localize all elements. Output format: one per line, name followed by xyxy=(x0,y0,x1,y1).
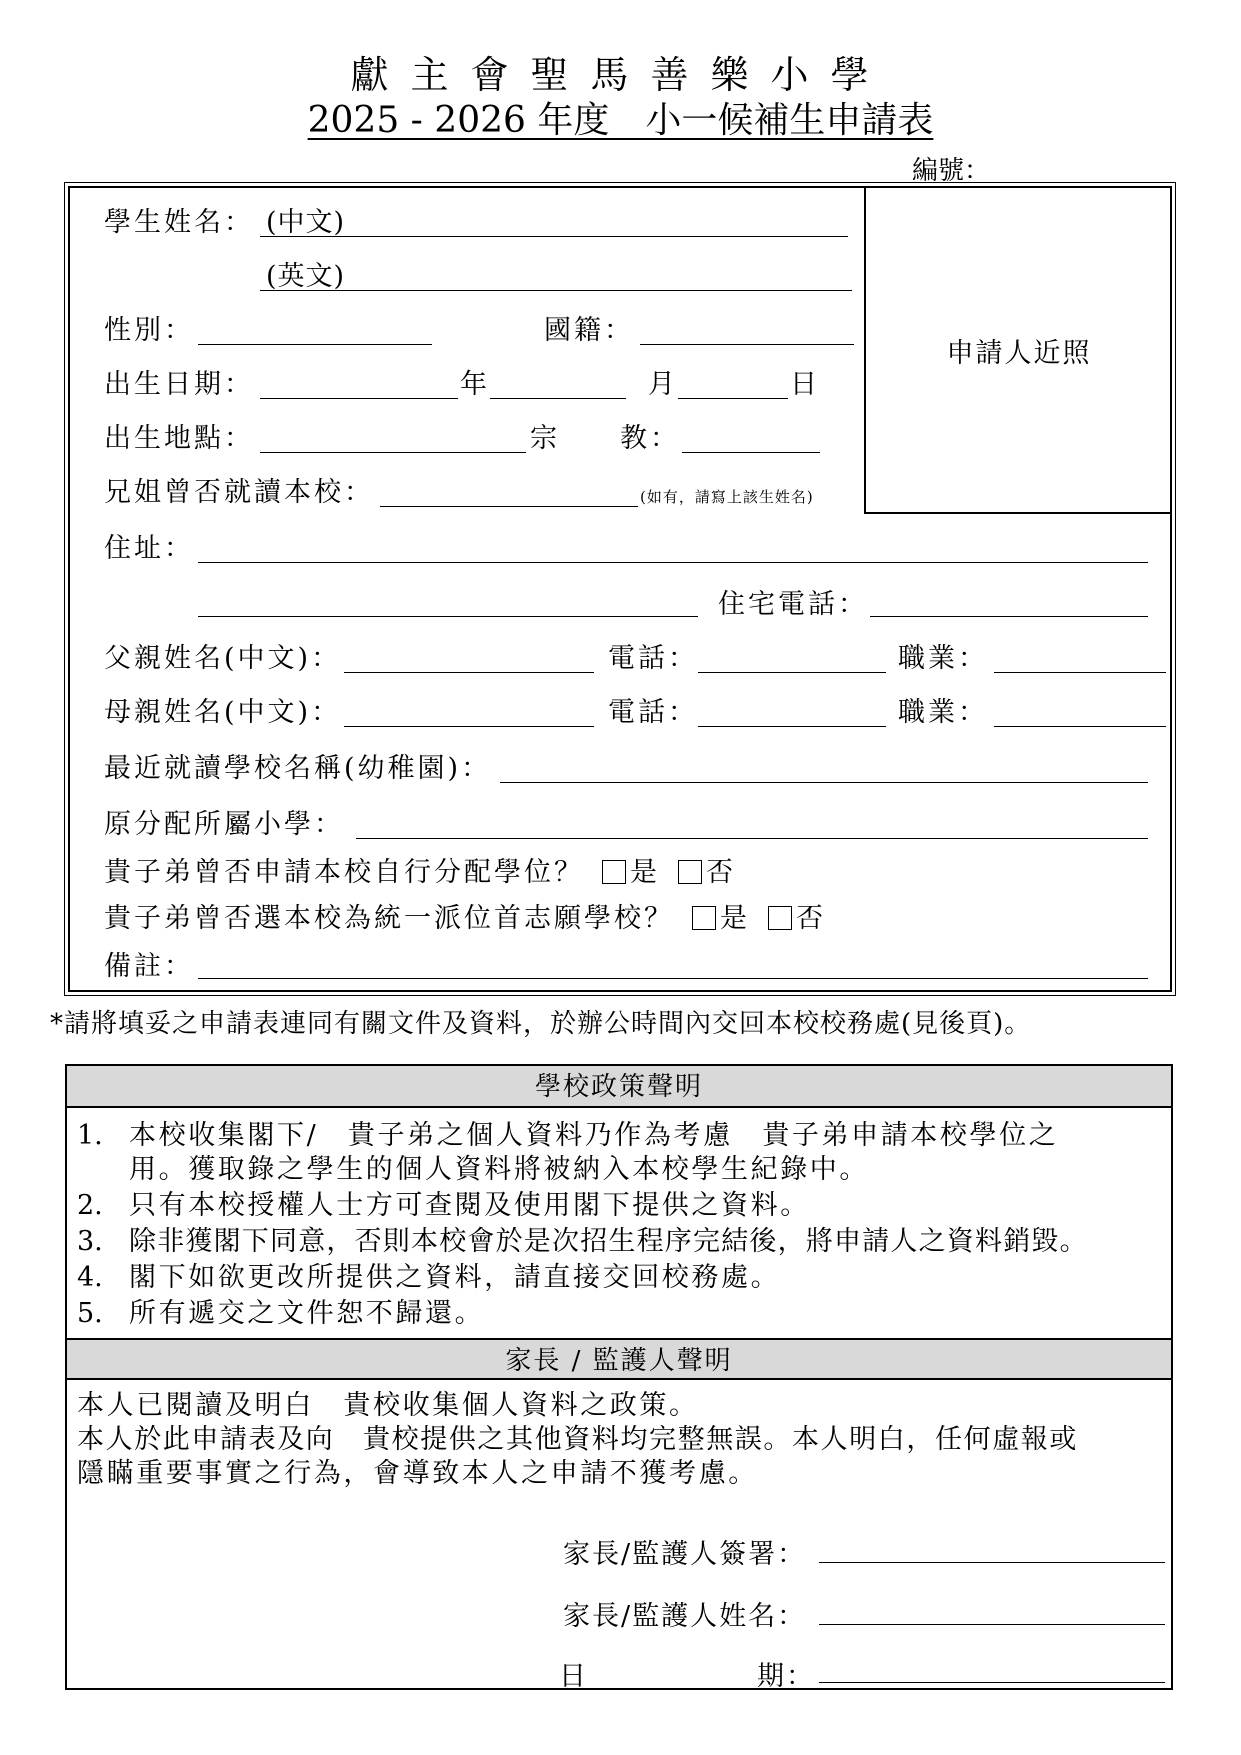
central-question-text: 貴子弟曾否選本校為統一派位首志願學校？ xyxy=(104,903,674,934)
policy-item-number: 4. xyxy=(77,1262,103,1293)
declaration-line-2: 本人於此申請表及向 貴校提供之其他資料均完整無誤。本人明白，任何虛報或 xyxy=(77,1424,1078,1455)
father-occupation-label: 職業： xyxy=(898,643,988,674)
discretionary-no-checkbox[interactable] xyxy=(678,860,702,884)
signature-label: 家長/監護人簽署： xyxy=(563,1539,807,1570)
central-no-checkbox[interactable] xyxy=(768,906,792,930)
dob-month-field[interactable] xyxy=(490,398,626,399)
birthplace-field[interactable] xyxy=(260,452,526,453)
kindergarten-label: 最近就讀學校名稱(幼稚園)： xyxy=(104,753,492,784)
home-phone-field[interactable] xyxy=(870,616,1148,617)
mother-occupation-field[interactable] xyxy=(994,726,1166,727)
policy-item-text: 本校收集閣下/ 貴子弟之個人資料乃作為考慮 貴子弟申請本校學位之 xyxy=(129,1120,1059,1151)
nationality-field[interactable] xyxy=(640,344,854,345)
policy-title: 學校政策聲明 xyxy=(67,1066,1171,1108)
discretionary-question-text: 貴子弟曾否申請本校自行分配學位？ xyxy=(104,857,584,888)
student-name-english-field[interactable] xyxy=(260,290,852,291)
student-name-chinese-field[interactable] xyxy=(260,236,848,237)
nationality-label: 國籍： xyxy=(544,315,634,346)
dob-label: 出生日期： xyxy=(104,369,254,400)
address-field-line2[interactable] xyxy=(198,616,698,617)
policy-item-text: 所有遞交之文件恕不歸還。 xyxy=(129,1298,485,1329)
discretionary-yes-checkbox[interactable] xyxy=(602,860,626,884)
discretionary-question xyxy=(104,858,736,888)
birthplace-label: 出生地點： xyxy=(104,423,254,454)
dob-month-unit: 月 xyxy=(648,369,678,400)
mother-occupation-label: 職業： xyxy=(898,697,988,728)
guardian-name-field[interactable] xyxy=(819,1624,1165,1625)
policy-item-number: 3. xyxy=(77,1226,103,1257)
form-title xyxy=(0,92,1241,143)
sibling-note: (如有，請寫上該生姓名) xyxy=(640,488,814,506)
student-name-label: 學生姓名： xyxy=(104,207,254,238)
father-name-field[interactable] xyxy=(344,672,594,673)
declaration-line-1: 本人已閱讀及明白 貴校收集個人資料之政策。 xyxy=(77,1390,699,1421)
guardian-name-label: 家長/監護人姓名： xyxy=(563,1601,807,1632)
mother-phone-label: 電話： xyxy=(608,697,698,728)
address-label: 住址： xyxy=(104,533,194,564)
central-yes-checkbox[interactable] xyxy=(692,906,716,930)
sibling-label: 兄姐曾否就讀本校： xyxy=(104,477,374,508)
application-box xyxy=(68,186,1172,992)
sibling-field[interactable] xyxy=(380,506,638,507)
mother-name-label: 母親姓名(中文)： xyxy=(104,697,342,728)
father-phone-field[interactable] xyxy=(698,672,886,673)
father-occupation-field[interactable] xyxy=(994,672,1166,673)
discretionary-no-label: 否 xyxy=(706,857,736,888)
dob-year-field[interactable] xyxy=(260,398,458,399)
home-phone-label: 住宅電話： xyxy=(718,589,868,620)
dob-day-field[interactable] xyxy=(678,398,788,399)
allocated-school-label: 原分配所屬小學： xyxy=(104,809,344,840)
school-name: 獻主會聖馬善樂小學 xyxy=(350,53,891,97)
serial-number-label: 編號： xyxy=(912,156,991,186)
central-no-label: 否 xyxy=(796,903,826,934)
mother-name-field[interactable] xyxy=(344,726,594,727)
allocated-school-field[interactable] xyxy=(356,838,1148,839)
english-tag: (英文) xyxy=(266,261,346,292)
declaration-line-3: 隱瞞重要事實之行為，會導致本人之申請不獲考慮。 xyxy=(77,1458,758,1489)
kindergarten-field[interactable] xyxy=(500,782,1148,783)
discretionary-yes-label: 是 xyxy=(630,857,660,888)
date-label-rest: 期： xyxy=(757,1661,815,1692)
gender-label: 性別： xyxy=(104,315,194,346)
date-field[interactable] xyxy=(819,1682,1165,1683)
policy-item-text: 除非獲閣下同意，否則本校會於是次招生程序完結後，將申請人之資料銷毀。 xyxy=(129,1226,1088,1257)
central-allocation-question xyxy=(104,904,826,934)
dob-day-unit: 日 xyxy=(790,369,820,400)
father-name-label: 父親姓名(中文)： xyxy=(104,643,342,674)
policy-item-text-continued: 用。獲取錄之學生的個人資料將被納入本校學生紀錄中。 xyxy=(129,1154,869,1185)
declaration-title: 家長 / 監護人聲明 xyxy=(67,1338,1171,1380)
gender-field[interactable] xyxy=(198,344,432,345)
policy-item-number: 1. xyxy=(77,1120,103,1151)
central-yes-label: 是 xyxy=(720,903,750,934)
address-field-line1[interactable] xyxy=(198,562,1148,563)
date-label-first-char: 日 xyxy=(559,1661,588,1692)
mother-phone-field[interactable] xyxy=(698,726,886,727)
policy-item-text: 只有本校授權人士方可查閱及使用閣下提供之資料。 xyxy=(129,1190,810,1221)
submission-note: *請將填妥之申請表連同有關文件及資料，於辦公時間內交回本校校務處(見後頁)。 xyxy=(50,1009,1032,1039)
chinese-tag: (中文) xyxy=(266,207,346,238)
religion-field[interactable] xyxy=(682,452,820,453)
remarks-label: 備註： xyxy=(104,951,194,982)
policy-item-number: 5. xyxy=(77,1298,103,1329)
form-title-text: 2025 - 2026 年度 小一候補生申請表 xyxy=(307,100,934,141)
remarks-field[interactable] xyxy=(198,978,1148,979)
policy-item-number: 2. xyxy=(77,1190,103,1221)
religion-label: 宗 教： xyxy=(530,423,680,454)
policy-item-text: 閣下如欲更改所提供之資料，請直接交回校務處。 xyxy=(129,1262,781,1293)
policy-box xyxy=(65,1064,1173,1690)
father-phone-label: 電話： xyxy=(608,643,698,674)
signature-field[interactable] xyxy=(819,1562,1165,1563)
photo-label: 申請人近照 xyxy=(946,338,1092,369)
photo-box xyxy=(864,186,1172,514)
dob-year-unit: 年 xyxy=(460,369,490,400)
